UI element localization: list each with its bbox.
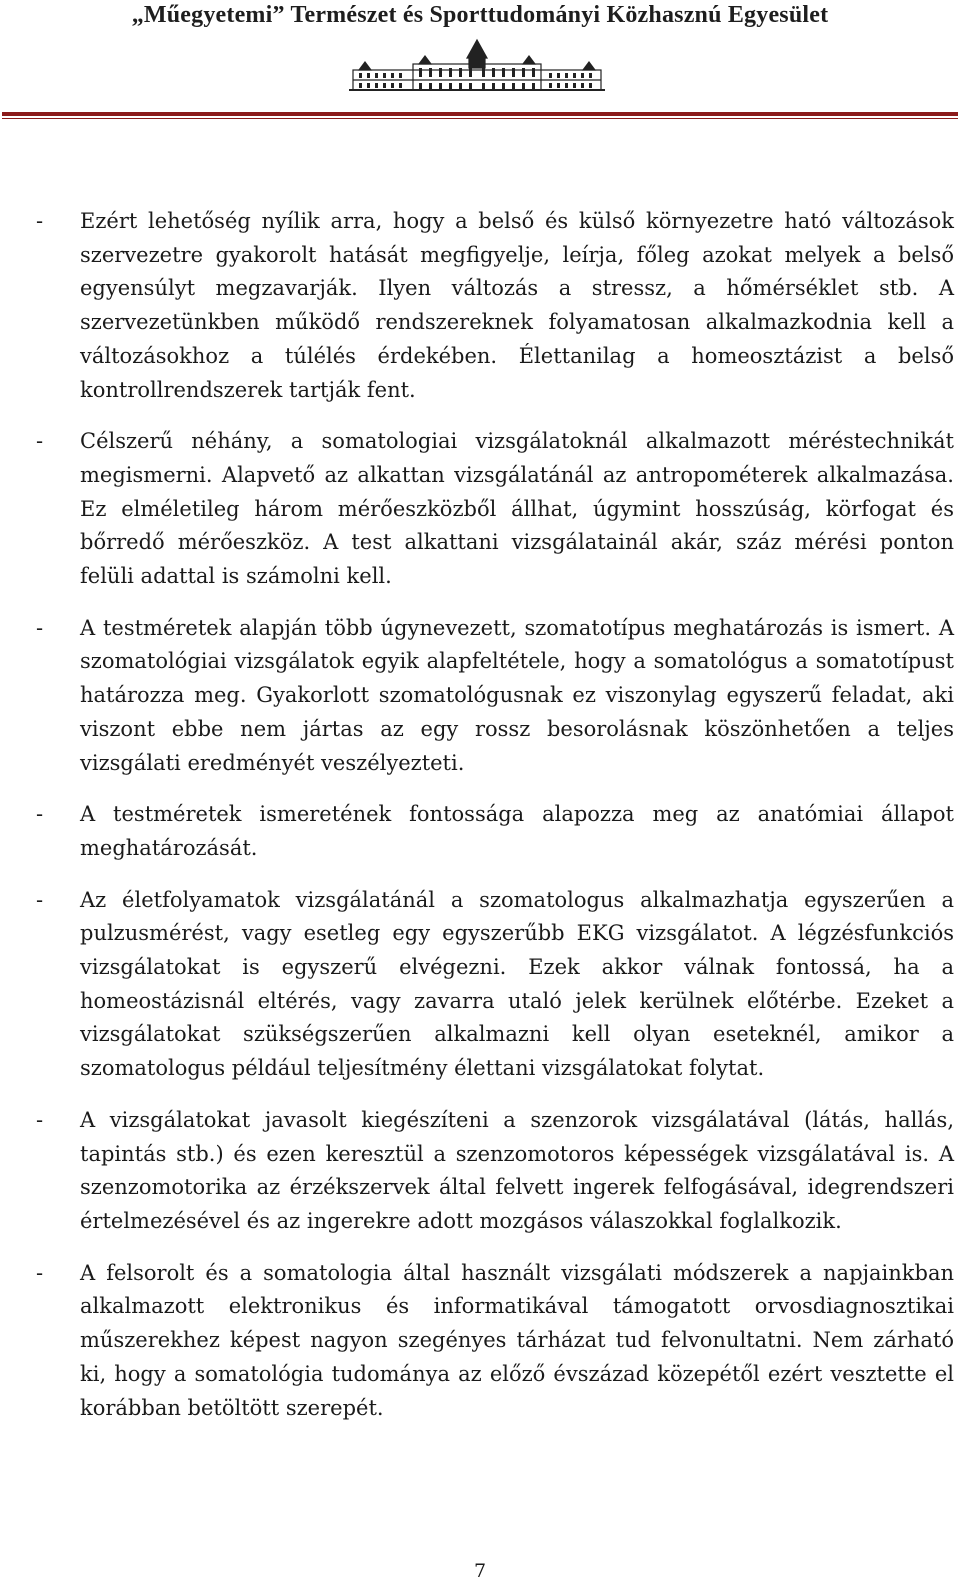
bullet-dash: - bbox=[36, 615, 44, 640]
list-item bbox=[36, 1104, 954, 1239]
paragraph-life-processes: Az életfolyamatok vizsgálatánál a szomatologus alkalmazhatja egyszerűen a pulzusmérést, vagy esetleg egy egyszerűbb EKG vizsgálatot. A légzésfunkciós vizsgálatokat is egyszerű elvégezni. Ezek akkor válnak fontossá, ha a homeostázisnál eltérés, vagy zavarra utaló jelek kerülnek előtérbe. Ezeket a vizsgálatokat szükségszerűen alkalmazni kell olyan eseteknél, amikor a szomatologus például teljesítmény élettani vizsgálatokat folytat. bbox=[80, 887, 954, 1081]
bullet-dash: - bbox=[36, 887, 44, 912]
paragraph-measurement-techniques: Célszerű néhány, a somatologiai vizsgálatoknál alkalmazott méréstechnikát megismerni. Alapvető az alkattan vizsgálatánál az antropométerek alkalmazása. Ez elméletileg három mérőeszközből állhat, úgymint hosszúság, körfogat és bőrredő mérőeszköz. A test alkattani vizsgálatainál akár, száz mérési ponton felüli adattal is számolni kell. bbox=[80, 429, 954, 589]
list-item bbox=[36, 612, 954, 781]
list-item bbox=[36, 884, 954, 1086]
bullet-dash: - bbox=[36, 1260, 44, 1285]
paragraph-sensors: A vizsgálatokat javasolt kiegészíteni a szenzorok vizsgálatával (látás, hallás, tapintás stb.) és ezen keresztül a szenzomotoros képességek vizsgálatával is. A szenzomotorika az érzékszervek által felvett ingerek felfogásával, idegrendszeri értelmezésével és az ingerekre adott mozgásos válaszokkal foglalkozik. bbox=[80, 1107, 954, 1233]
list-item bbox=[36, 425, 954, 594]
paragraph-anatomical-state: A testméretek ismeretének fontossága alapozza meg az anatómiai állapot meghatározását. bbox=[80, 802, 954, 860]
paragraph-methods-conclusion: A felsorolt és a somatologia által használt vizsgálati módszerek a napjainkban alkalmazott elektronikus és informatikával támogatott orvosdiagnosztikai műszerekhez képest nagyon szegényes tárházat tud felvonultatni. Nem zárható ki, hogy a somatológia tudománya az előző évszázad közepétől ezért vesztette el korábban betöltött szerepét. bbox=[80, 1260, 954, 1420]
page-number: 7 bbox=[473, 1560, 487, 1582]
bullet-dash: - bbox=[36, 209, 44, 233]
bullet-dash: - bbox=[36, 802, 44, 827]
list-item bbox=[36, 205, 954, 407]
bullet-dash: - bbox=[36, 429, 44, 454]
bullet-dash: - bbox=[36, 1107, 44, 1132]
header-organization-title: „Műegyetemi” Természet és Sporttudományi Közhasznú Egyesület bbox=[131, 2, 829, 28]
paragraph-homeostasis: Ezért lehetőség nyílik arra, hogy a belső és külső környezetre ható változások szervezetre gyakorolt hatását megfigyelje, leírja, főleg azokat melyek a belső egyensúlyt megzavarják. Ilyen változás a stressz, a hőmérséklet stb. A szervezetünkben működő rendszereknek folyamatosan alkalmazkodnia kell a változásokhoz a túlélés érdekében. Élettanilag a homeosztázist a belső kontrollrendszerek tartják fent. bbox=[80, 209, 954, 402]
paragraph-somatotype: A testméretek alapján több úgynevezett, szomatotípus meghatározás is ismert. A szomatológiai vizsgálatok egyik alapfeltétele, hogy a somatológus a somatotípust határozza meg. Gyakorlott szomatológusnak ez viszonylag egyszerű feladat, aki viszont ebbe nem jártas az egy rossz besorolásnak köszönhetően a teljes vizsgálati eredményét veszélyezteti. bbox=[80, 615, 954, 775]
header-rule-thin bbox=[2, 118, 958, 119]
document-body bbox=[36, 205, 954, 1443]
list-item bbox=[36, 798, 954, 865]
building-logo-icon bbox=[349, 36, 605, 94]
list-item bbox=[36, 1257, 954, 1426]
header-rule-thick bbox=[2, 112, 958, 116]
